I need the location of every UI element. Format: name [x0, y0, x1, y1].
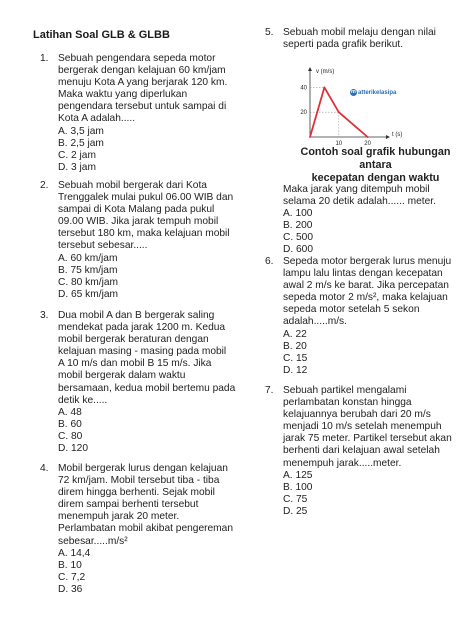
logo-text: atterikelasipa	[358, 90, 397, 97]
question-line: Dua mobil A dan B bergerak saling	[58, 310, 215, 321]
answer-option-d: D. 600	[283, 244, 314, 256]
question-line: adalah.....m/s.	[283, 316, 347, 328]
answer-option-d: D. 36	[58, 583, 83, 595]
question-line: tersebut sebesar.....	[58, 240, 148, 252]
chart-layer	[300, 67, 402, 147]
question-line: berhenti dari kelajuan awal setelah	[283, 445, 440, 457]
answer-option-c: C. 80 km/jam	[58, 276, 119, 288]
answer-option-c: C. 75	[283, 493, 308, 505]
question-line: kelajuan masing - masing pada mobil	[58, 346, 227, 358]
answer-option-b: B. 60	[58, 418, 82, 430]
answer-option-a: A. 60 km/jam	[58, 252, 118, 264]
answer-option-d: D. 25	[283, 505, 308, 517]
question-line: bergerak dengan kelajuan 60 km/jam	[58, 65, 226, 77]
y-axis-arrow-icon	[308, 67, 312, 71]
question-line: Maka waktu yang diperlukan	[58, 89, 188, 101]
x-axis-label: t (s)	[392, 132, 403, 138]
question-line: lampu lalu lintas dengan kecepatan	[283, 268, 443, 280]
answer-option-b: B. 20	[283, 340, 307, 352]
question-line: A 10 m/s dan mobil B 15 m/s. Jika	[58, 358, 212, 370]
question-line: Perlambatan mobil akibat pengereman	[58, 523, 233, 535]
question-5-text	[283, 27, 436, 51]
question-2-text	[58, 180, 233, 301]
question-7-number: 7.	[265, 385, 274, 396]
question-line: sepeda motor 2 m/s², maka kelajuan	[283, 292, 448, 304]
y-axis-label: v (m/s)	[316, 69, 335, 75]
question-line: awal 2 m/s ke barat. Jika percepatan	[283, 280, 449, 292]
chart-caption-line: Contoh soal grafik hubungan antara	[300, 146, 451, 171]
question-line: direm sampai berhenti tersebut	[58, 499, 199, 511]
answer-option-d: D. 65 km/jam	[58, 288, 119, 300]
answer-option-c: C. 7,2	[58, 571, 86, 583]
question-line: sampai di Kota Malang pada pukul	[58, 204, 215, 216]
answer-option-a: A. 125	[283, 469, 313, 481]
question-line: Sebuah mobil bergerak dari Kota	[58, 180, 207, 191]
question-line: mendekat pada jarak 1200 m. Kedua	[58, 322, 226, 334]
answer-option-b: B. 10	[58, 559, 82, 571]
y-tick-label: 40	[300, 85, 307, 92]
question-6-text	[283, 256, 451, 377]
question-line: Mobil bergerak lurus dengan kelajuan	[58, 463, 228, 474]
x-tick-label: 20	[364, 141, 371, 147]
question-line: mobil bergerak beraturan dengan	[58, 334, 209, 346]
answer-option-c: C. 2 jam	[58, 149, 96, 161]
answer-option-b: B. 100	[283, 481, 313, 493]
question-line: Sebuah partikel mengalami	[283, 385, 407, 396]
answer-option-b: B. 200	[283, 220, 313, 232]
question-line: menempuh jarak.....meter.	[283, 457, 402, 469]
answer-option-c: C. 500	[283, 232, 314, 244]
question-5-after-text	[283, 184, 436, 257]
answer-option-a: A. 3,5 jam	[58, 125, 104, 137]
question-line: direm hingga berhenti. Sejak mobil	[58, 487, 215, 499]
y-tick-label: 20	[300, 110, 307, 117]
data-point	[338, 111, 340, 113]
question-line: seperti pada grafik berikut.	[283, 39, 404, 51]
data-point	[367, 136, 369, 138]
question-line: tersebut 180 km, maka kelajuan mobil	[58, 228, 230, 240]
question-line: menjadi 10 m/s setelah menempuh	[283, 421, 442, 433]
watermark-logo	[350, 89, 396, 96]
answer-option-c: C. 80	[58, 430, 83, 442]
question-line: Maka jarak yang ditempuh mobil	[283, 184, 430, 195]
answer-option-b: B. 2,5 jam	[58, 137, 104, 149]
question-line: bersamaan, kedua mobil bertemu pada	[58, 382, 236, 394]
answer-option-a: A. 100	[283, 208, 313, 220]
question-3-number: 3.	[40, 310, 49, 321]
question-line: sepeda motor setelah 5 sekon	[283, 304, 420, 316]
question-line: jarak 75 meter. Partikel tersebut akan	[283, 433, 452, 445]
answer-option-c: C. 15	[283, 352, 308, 364]
answer-option-a: A. 22	[283, 328, 307, 340]
velocity-time-chart	[290, 59, 403, 149]
x-axis-arrow-icon	[386, 135, 390, 139]
question-3-text	[58, 310, 235, 455]
data-point	[324, 87, 326, 89]
answer-option-a: A. 48	[58, 406, 82, 418]
question-line: Sebuah pengendara sepeda motor	[58, 53, 216, 64]
question-6-number: 6.	[265, 256, 274, 267]
question-line: mobil bergerak dalam waktu	[58, 370, 186, 382]
x-tick-label: 10	[335, 141, 343, 147]
question-line: menuju Kota A yang berjarak 120 km.	[58, 77, 228, 89]
chart-caption	[293, 146, 458, 185]
question-2-number: 2.	[40, 180, 49, 191]
answer-option-a: A. 14,4	[58, 547, 91, 559]
question-line: selama 20 detik adalah...... meter.	[283, 196, 436, 208]
answer-option-d: D. 120	[58, 443, 89, 455]
chart-caption-line: kecepatan dengan waktu	[311, 172, 440, 184]
question-line: detik ke.....	[58, 394, 108, 406]
question-line: Trenggalek mulai pukul 06.00 WIB dan	[58, 192, 234, 204]
answer-option-b: B. 75 km/jam	[58, 264, 118, 276]
question-line: menempuh jarak 20 meter.	[58, 511, 180, 523]
question-line: 72 km/jam. Mobil tersebut tiba - tiba	[58, 475, 220, 487]
question-4-text	[58, 463, 233, 596]
question-line: 09.00 WIB. Jika jarak tempuh mobil	[58, 216, 219, 228]
question-1-number: 1.	[40, 53, 49, 64]
page-title: Latihan Soal GLB & GLBB	[33, 29, 170, 41]
question-line: Sebuah mobil melaju dengan nilai	[283, 27, 436, 38]
answer-option-d: D. 3 jam	[58, 161, 96, 173]
question-line: perlambatan konstan hingga	[283, 397, 412, 409]
question-7-text	[283, 385, 452, 518]
question-line: Kota A adalah.....	[58, 113, 136, 125]
question-4-number: 4.	[40, 463, 49, 474]
question-1-text	[58, 53, 227, 174]
answer-option-d: D. 12	[283, 364, 308, 376]
data-point	[309, 136, 311, 138]
question-line: pengendara tersebut untuk sampai di	[58, 101, 227, 113]
question-5-number: 5.	[265, 27, 274, 38]
logo-icon: m	[351, 89, 356, 95]
question-line: sebesar.....m/s²	[58, 535, 128, 547]
question-line: kelajuannya berubah dari 20 m/s	[283, 409, 431, 421]
question-line: Sepeda motor bergerak lurus menuju	[283, 256, 452, 267]
